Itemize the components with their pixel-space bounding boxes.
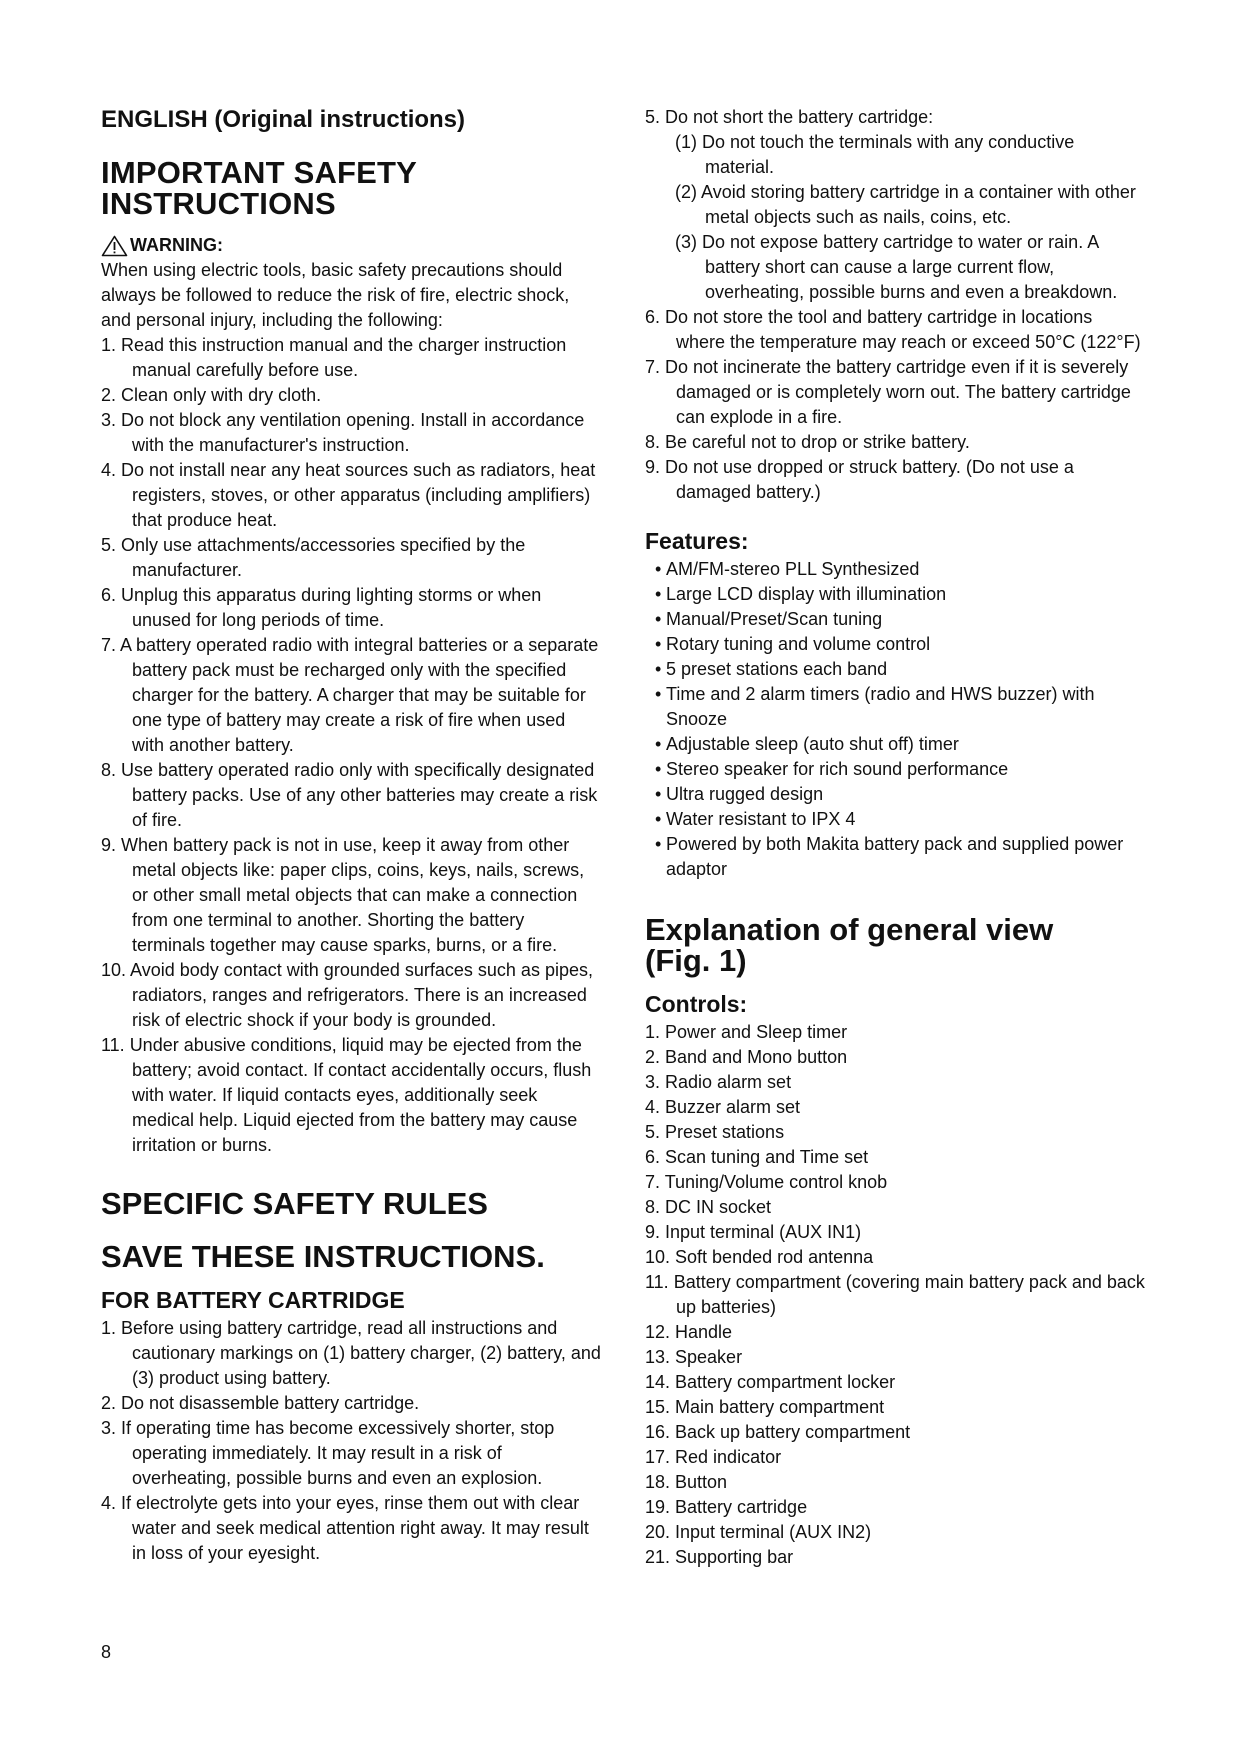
right-column [645,105,1145,1570]
list-item: 17. Red indicator [645,1447,782,1467]
list-item: 4. Buzzer alarm set [645,1097,801,1117]
important-safety-title: IMPORTANT SAFETY INSTRUCTIONS [101,155,418,221]
list-item: • Stereo speaker for rich sound performance [645,757,1145,782]
list-item: 19. Battery cartridge [645,1497,808,1517]
list-item: • Powered by both Makita battery pack and supplied power adaptor [645,832,1145,882]
battery-rules-list [101,1316,601,1566]
important-list [101,333,601,1158]
specific-safety-title: SPECIFIC SAFETY RULES [101,1186,488,1221]
warning-label: WARNING: [130,235,223,255]
list-item: • Ultra rugged design [645,782,1145,807]
list-item: • AM/FM-stereo PLL Synthesized [645,557,1145,582]
list-item: 16. Back up battery compartment [645,1422,911,1442]
list-item: 5. Preset stations [645,1122,785,1142]
sub-list-item: (3) Do not expose battery cartridge to water or rain. A battery short can cause a large current flow, overheating, possible burns and even a breakdown. [675,232,1118,302]
list-item: 3. If operating time has become excessively shorter, stop operating immediately. It may result in a risk of overheating, possible burns and even an explosion. [101,1418,555,1488]
list-item: 4. Do not install near any heat sources such as radiators, heat registers, stoves, or other apparatus (including amplifiers) that produce heat. [101,460,596,530]
list-item: 9. When battery pack is not in use, keep it away from other metal objects like: paper clips, coins, keys, nails, screws, or other small metal objects that can make a connection from one terminal to another. Shorting the battery terminals together may cause sparks, burns, or a fire. [101,835,585,955]
list-item: 7. Tuning/Volume control knob [645,1172,888,1192]
features-list [645,557,1145,882]
save-instructions-title: SAVE THESE INSTRUCTIONS. [101,1239,545,1274]
list-item: 11. Under abusive conditions, liquid may be ejected from the battery; avoid contact. If contact accidentally occurs, flush with water. If liquid contacts eyes, additionally seek medical help. Liquid ejected from the battery may cause irritation or burns. [101,1035,592,1155]
list-item: 10. Avoid body contact with grounded surfaces such as pipes, radiators, ranges and refrigerators. There is an increased risk of electric shock if your body is grounded. [101,960,593,1030]
list-item: 3. Do not block any ventilation opening. Install in accordance with the manufacturer's instruction. [101,410,585,455]
list-item: 8. Use battery operated radio only with specifically designated battery packs. Use of any other batteries may create a risk of fire. [101,760,598,830]
warning-intro: When using electric tools, basic safety precautions should always be followed to reduce the risk of fire, electric shock, and personal injury, including the following: [101,260,570,330]
list-item: 1. Before using battery cartridge, read all instructions and cautionary markings on (1) battery charger, (2) battery, and (3) product using battery. [101,1318,601,1388]
list-item: 7. Do not incinerate the battery cartridge even if it is severely damaged or is completely worn out. The battery cartridge can explode in a fire. [645,357,1131,427]
list-item: 8. DC IN socket [645,1197,772,1217]
list-item: 21. Supporting bar [645,1547,794,1567]
list-item: 2. Do not disassemble battery cartridge. [101,1393,420,1413]
controls-title: Controls: [645,991,748,1017]
list-item: 7. A battery operated radio with integral batteries or a separate battery pack must be recharged only with the specified charger for the battery. A charger that may be suitable for one type of battery may create a risk of fire when used with another battery. [101,635,599,755]
controls-list [645,1020,1145,1570]
list-item: 4. If electrolyte gets into your eyes, rinse them out with clear water and seek medical attention right away. It may result in loss of your eyesight. [101,1493,589,1563]
list-item: • Large LCD display with illumination [645,582,1145,607]
list-item: 20. Input terminal (AUX IN2) [645,1522,872,1542]
list-item: 11. Battery compartment (covering main battery pack and back up batteries) [645,1272,1145,1317]
battery-rules-list-continued [645,105,1145,130]
left-column [101,105,601,1566]
list-item: 5. Do not short the battery cartridge: [645,107,934,127]
short-circuit-sublist [645,130,1145,305]
list-item: • Manual/Preset/Scan tuning [645,607,1145,632]
list-item: 10. Soft bended rod antenna [645,1247,874,1267]
list-item: 6. Do not store the tool and battery cartridge in locations where the temperature may reach or exceed 50°C (122°F) [645,307,1141,352]
list-item: • Time and 2 alarm timers (radio and HWS buzzer) with Snooze [645,682,1145,732]
list-item: 13. Speaker [645,1347,743,1367]
list-item: 12. Handle [645,1322,733,1342]
list-item: 5. Only use attachments/accessories specified by the manufacturer. [101,535,526,580]
list-item: 3. Radio alarm set [645,1072,792,1092]
battery-cartridge-subtitle: FOR BATTERY CARTRIDGE [101,1287,405,1313]
list-item: 1. Read this instruction manual and the charger instruction manual carefully before use. [101,335,567,380]
list-item: • Rotary tuning and volume control [645,632,1145,657]
list-item: 9. Input terminal (AUX IN1) [645,1222,862,1242]
list-item: • 5 preset stations each band [645,657,1145,682]
features-title: Features: [645,528,749,554]
list-item: 2. Clean only with dry cloth. [101,385,322,405]
general-view-title: Explanation of general view (Fig. 1) [645,912,1054,978]
language-heading: ENGLISH (Original instructions) [101,106,466,133]
list-item: 9. Do not use dropped or struck battery. (Do not use a damaged battery.) [645,457,1074,502]
warning-triangle-icon [101,235,128,257]
warning-heading [101,233,601,258]
battery-rules-list-more [645,305,1145,505]
list-item: 1. Power and Sleep timer [645,1022,848,1042]
sub-list-item: (1) Do not touch the terminals with any conductive material. [675,132,1075,177]
sub-list-item: (2) Avoid storing battery cartridge in a container with other metal objects such as nails, coins, etc. [675,182,1136,227]
list-item: • Adjustable sleep (auto shut off) timer [645,732,1145,757]
list-item: • Water resistant to IPX 4 [645,807,1145,832]
list-item: 6. Scan tuning and Time set [645,1147,869,1167]
list-item: 2. Band and Mono button [645,1047,848,1067]
list-item: 18. Button [645,1472,728,1492]
list-item: 6. Unplug this apparatus during lighting storms or when unused for long periods of time. [101,585,542,630]
list-item: 8. Be careful not to drop or strike battery. [645,432,970,452]
list-item: 14. Battery compartment locker [645,1372,896,1392]
page-number: 8 [101,1642,112,1662]
list-item: 15. Main battery compartment [645,1397,885,1417]
